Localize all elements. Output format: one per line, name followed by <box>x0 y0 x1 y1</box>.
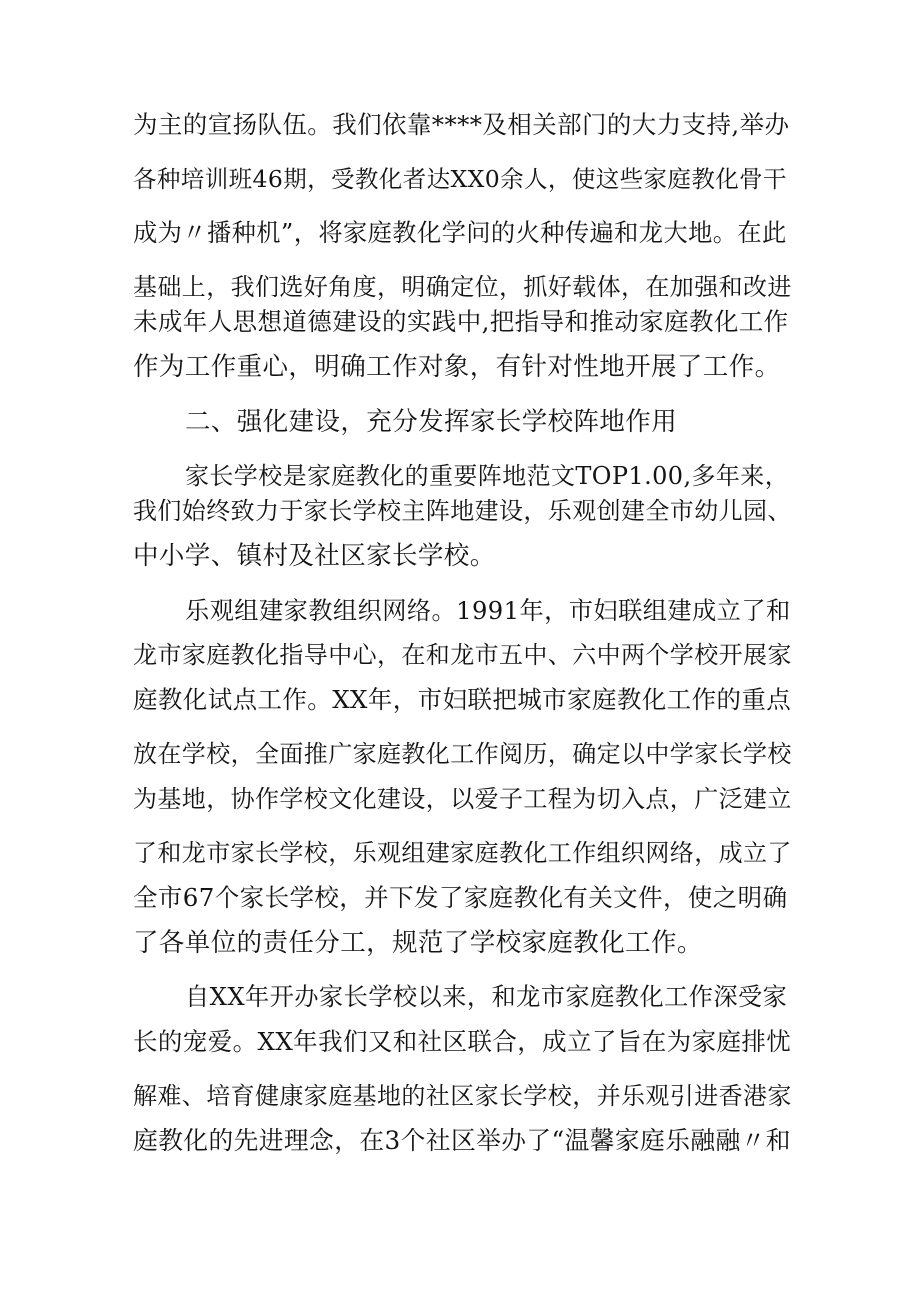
paragraph-line: 全市67个家长学校，并下发了家庭教化有关文件，使之明确 <box>133 883 788 912</box>
paragraph-line: 龙市家庭教化指导中心，在和龙市五中、六中两个学校开展家 <box>133 641 792 669</box>
paragraph-line: 解难、培育健康家庭基地的社区家长学校，并乐观引进香港家 <box>133 1082 792 1110</box>
paragraph-line: 我们始终致力于家长学校主阵地建设，乐观创建全市幼儿园、 <box>133 497 792 525</box>
paragraph-line: 长的宠爱。XX年我们又和社区联合，成立了旨在为家庭排忧 <box>133 1027 792 1056</box>
paragraph-line: 为基地，协作学校文化建设，以爱子工程为切入点，广泛建立 <box>133 785 792 813</box>
paragraph-line: 基础上，我们选好角度，明确定位，抓好载体，在加强和改进 <box>133 273 792 301</box>
paragraph-line: 自XX年开办家长学校以来，和龙市家庭教化工作深受家 <box>185 982 788 1011</box>
paragraph-line: 家长学校是家庭教化的重要阵地范文TOP1.00,多年来， <box>185 462 790 490</box>
paragraph-line: 庭教化试点工作。XX年，市妇联把城市家庭教化工作的重点 <box>133 685 792 714</box>
paragraph-line: 中小学、镇村及社区家长学校。 <box>133 541 496 571</box>
paragraph-line: 各种培训班46期，受教化者达XX0余人，使这些家庭教化骨干 <box>133 165 787 193</box>
paragraph-line: 未成年人思想道德建设的实践中,把指导和推动家庭教化工作 <box>133 307 789 336</box>
paragraph-line: 为主的宣扬队伍。我们依靠****及相关部门的大力支持,举办 <box>133 110 790 139</box>
section-heading: 二、强化建设，充分发挥家长学校阵地作用 <box>185 407 678 437</box>
paragraph-line: 了各单位的责任分工，规范了学校家庭教化工作。 <box>133 928 703 958</box>
paragraph-line: 成为〃播种机”，将家庭教化学问的火种传遍和龙大地。在此 <box>133 218 787 247</box>
paragraph-line: 庭教化的先进理念，在3个社区举办了“温馨家庭乐融融〃和 <box>133 1126 791 1155</box>
paragraph-line: 放在学校，全面推广家庭教化工作阅历，确定以中学家长学校 <box>133 740 792 768</box>
paragraph-line: 作为工作重心，明确工作对象，有针对性地开展了工作。 <box>133 352 781 382</box>
paragraph-line: 了和龙市家长学校，乐观组建家庭教化工作组织网络，成立了 <box>133 839 792 867</box>
paragraph-line: 乐观组建家教组织网络。1991年，市妇联组建成立了和 <box>185 596 791 625</box>
